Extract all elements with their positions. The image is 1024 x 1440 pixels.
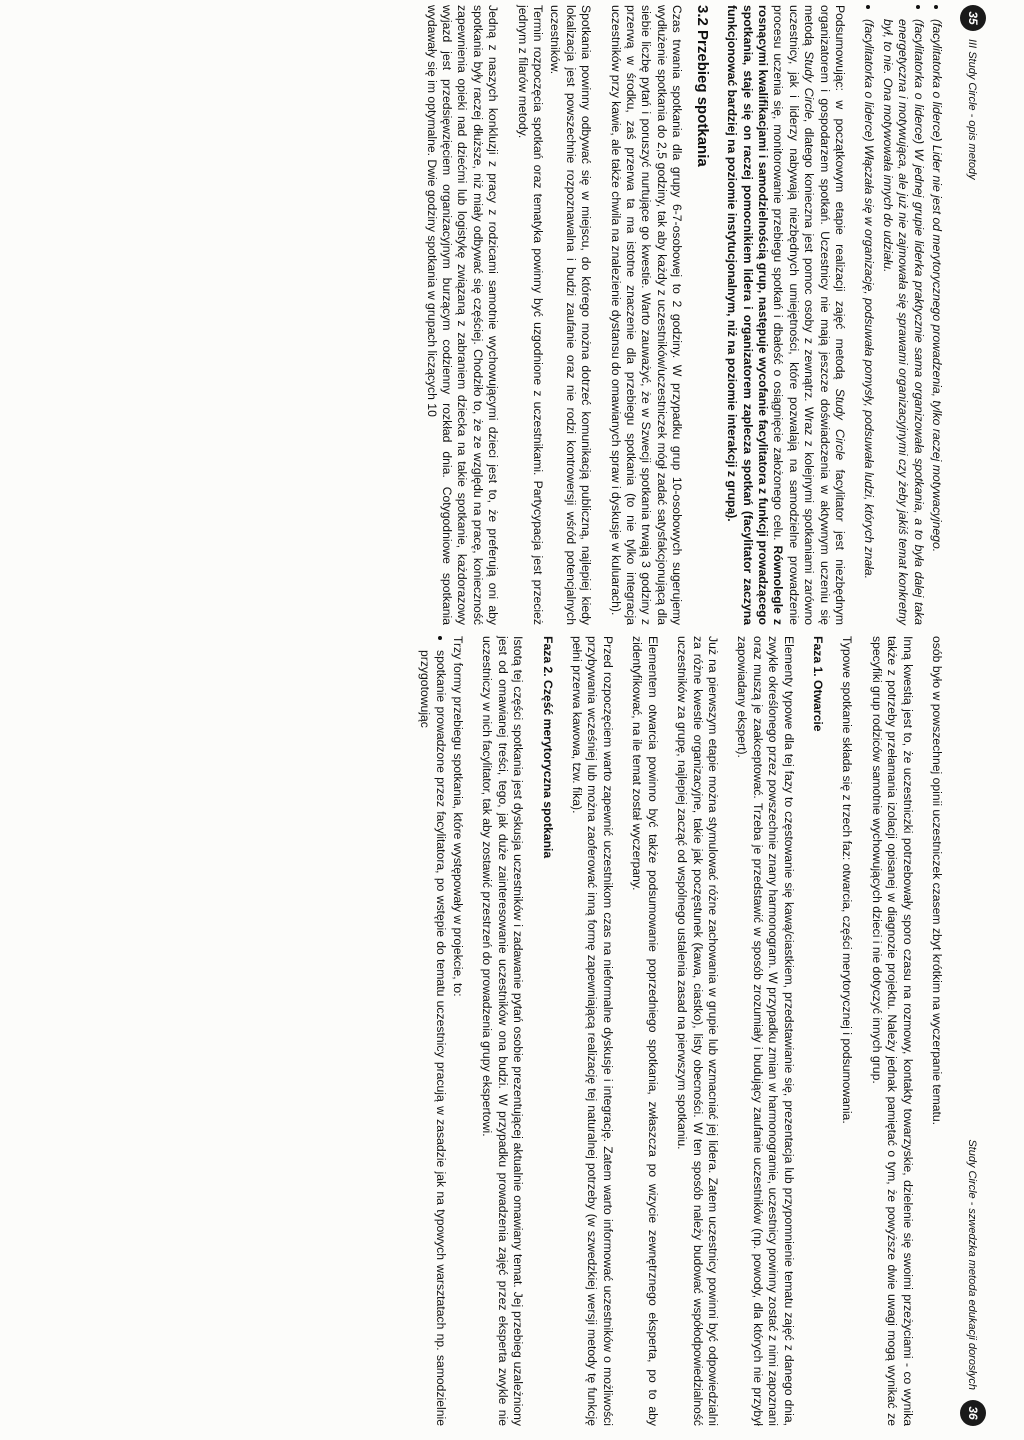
paragraph: Spotkania powinny odbywać się w miejscu, do którego można dotrzeć komunikacją publiczną, najlepiej kiedy lokalizacja jest powszechnie rozpoznawalna i budzi zaufanie oraz nie rodzi kontrowersji wśród potencjalnych uczestników.	[548, 5, 594, 625]
page-header	[954, 5, 990, 625]
list-item: • (facylitatorka o liderce) W jednej grupie liderka praktycznie sama organizowała spotkania, a to była dalej taka energetyczna i motywująca, ale już nie zajmowała się sprawami organizacyjnymi czy żeby jakiś temat konkretny był, to nie. Ona motywowała innych do udziału.	[879, 19, 925, 625]
paragraph: Inną kwestią jest to, że uczestniczki potrzebowały sporo czasu na rozmowy, kontakty towarzyskie, dzielenie się swoimi przeżyciami - co wynika także z potrzeby przełamania izolacji opisanej w diagnozie projektu. Należy jednak pamiętać o tym, że powyższe dwie uwagi mogą wynikać ze specyfiki grup rodziców samotnie wychowujących dzieci i nie dotyczyć innych grup.	[869, 636, 915, 1426]
list-item: • (facylitatorka o liderce) Lider nie jest od merytorycznego prowadzenia, tylko raczej motywacyjnego.	[929, 19, 944, 625]
paragraph: Typowe spotkanie składa się z trzech faz: otwarcia, części merytorycznej i podsumowania.	[840, 636, 855, 1124]
page-36	[80, 636, 990, 1426]
phase-1-heading: Faza 1. Otwarcie	[810, 636, 825, 732]
running-head: Study Circle - szwedzka metoda edukacji dorosłych	[966, 1139, 978, 1390]
paragraph: Istotą tej części spotkania jest dyskusja uczestników i zadawanie pytań osobie prezentującej aktualnie omawiany temat. Jej przebieg uzależniony jest od omawianej treści, tego, jak duże zainteresowanie uczestników ona budzi. W przypadku prowadzenia zajęć przez eksperta zwykle nie uczestniczy w nich facylitator, tak aby zostawić przestrzeń do prowadzenia grupy ekspertowi.	[480, 636, 526, 1426]
quote-bullet-list	[861, 5, 944, 625]
paragraph: Elementem otwarcia powinno być także podsumowanie poprzedniego spotkania, zwłaszcza po wizycie zewnętrznego eksperta, po to aby zidentyfikować, na ile temat został wyczerpany.	[630, 636, 660, 1426]
summary-paragraph: Podsumowując: w początkowym etapie realizacji zajęć metodą Study Circle facylitator jest niezbędnym organizatorem i gospodarzem spotkań. Uczestnicy nie mają jeszcze doświadczenia w aktywnym uczeniu się metodą Study Circle, dlatego konieczna jest pomoc osoby z zewnątrz. Wraz z kolejnymi spotkaniami zarówno uczestnicy, jak i liderzy nabywają niezbędnych umiejętności, które pozwalają na samodzielne prowadzenie procesu uczenia się, monitorowanie przebiegu spotkań i dbałość o osiągnięcie założonego celu. Równolegle z rosnącymi kwalifikacjami i samodzielnością grup, następuje wycofanie facylitatora z funkcji prowadzącego spotkania, staje się on raczej pomocnikiem lidera i organizatorem zaplecza spotkań (facylitator zaczyna funkcjonować bardziej na poziomie instytucjonalnym, niż na poziomie interakcji z grupą).	[725, 5, 847, 625]
paragraph: Już na pierwszym etapie można stymulować różne zachowania w grupie lub wzmacniać jej lidera. Zatem uczestnicy powinni być odpowiedzialni za różne kwestie organizacyjne, takie jak poczęstunek (kawa, ciastko), listy obecności. W ten sposób należy budować współodpowiedzialność uczestników za grupę, najlepiej zacząć od wspólnego ustalenia zasad na pierwszym spotkaniu.	[675, 636, 720, 1426]
paragraph: Czas trwania spotkania dla grupy 6-7-osobowej to 2 godziny. W przypadku grup 10-osobowych sugerujemy wydłużenie spotkania do 2,5 godziny, tak aby każdy z uczestników/uczestniczek mógł zadać satysfakcjonującą dla siebie liczbę pytań i poruszyć nurtujące go kwestie. Warto zauważyć, że w Szwecji spotkania trwają 3 godziny z przerwą w środku, zaś przerwa ta ma istotne znaczenie dla przebiegu spotkania (to nie tylko integracja uczestników przy kawie, ale także chwila na znalezienie dystansu do omawianych spraw i dyskusje w kuluarach).	[608, 5, 685, 625]
bullet-list	[417, 636, 448, 1426]
paragraph: Jedną z naszych konkluzji z pracy z rodzicami samotnie wychowującymi dzieci jest to, że preferują oni aby spotkania były raczej dłuższe, niż miały odbywać się częściej. Chodziło to, że ze względu na pracę, konieczność zapewnienia opieki nad dziećmi lub logistykę związaną z zabraniem dziecka na takie spotkanie, każdorazowy wyjazd jest przedsięwzięciem organizacyjnym burzącym codzienny rozkład dnia. Cotygodniowe spotkania wydawały się im optymalne. Dwie godziny spotkania w grupach liczących 10	[424, 5, 501, 625]
phase-2-heading: Faza 2. Część merytoryczna spotkania	[540, 636, 555, 859]
page-body	[409, 5, 944, 625]
page-header	[954, 636, 990, 1426]
running-head: III Study Circle - opis metody	[966, 39, 978, 180]
list-item: • (facylitatorka o liderce) Włączała się w organizację, podsuwała pomysły, podsuwała ludzi, których znała.	[861, 19, 876, 625]
section-heading: 3.2 Przebieg spotkania	[693, 5, 711, 167]
paragraph: Termin rozpoczęcia spotkań oraz tematyka powinny być uzgodnione z uczestnikami. Partycypacja jest przecież jednym z filarów metody.	[515, 5, 546, 625]
paragraph: Elementy typowe dla tej fazy to częstowanie się kawą/ciastkiem, przedstawianie się, prezentacja lub przypomnienie tematu zajęć z danego dnia, zwykle określonego przez powszechnie znany harmonogram. W przypadku zmian w harmonogramie, uczestnicy powinny zostać z nimi zapoznani oraz muszą je zaakceptować. Trzeba je przedstawić w sposób zrozumiały i budujący zaufanie uczestników (np. powody, dla których nie przybył zapowiadany ekspert).	[735, 636, 796, 1426]
paragraph: Przed rozpoczęciem warto zapewnić uczestnikom czas na nieformalne dyskusje i integrację. Zatem warto informować uczestników o możliwości przybywania wcześniej lub można zaoferować inną formę zapewniającą realizację tej naturalnej potrzeby (w szwedzkiej wersji metody tę funkcję pełni przerwa kawowa, tzw. fika).	[570, 636, 615, 1426]
page-35	[90, 5, 990, 625]
paragraph: osób było w powszechnej opinii uczestniczek czasem zbyt krótkim na wyczerpanie tematu.	[930, 636, 944, 1126]
list-item: • spotkanie prowadzone przez facylitatora, po wstępie do tematu uczestnicy pracują w zasadzie jak na typowych warsztatach np. samodzielnie przygotowując	[417, 650, 448, 1426]
page-number-badge: 35	[960, 5, 986, 31]
paragraph: Trzy formy przebiegu spotkania, które występowały w projekcie, to:	[451, 636, 466, 997]
page-number-badge: 36	[960, 1400, 986, 1426]
page-body	[403, 636, 944, 1426]
